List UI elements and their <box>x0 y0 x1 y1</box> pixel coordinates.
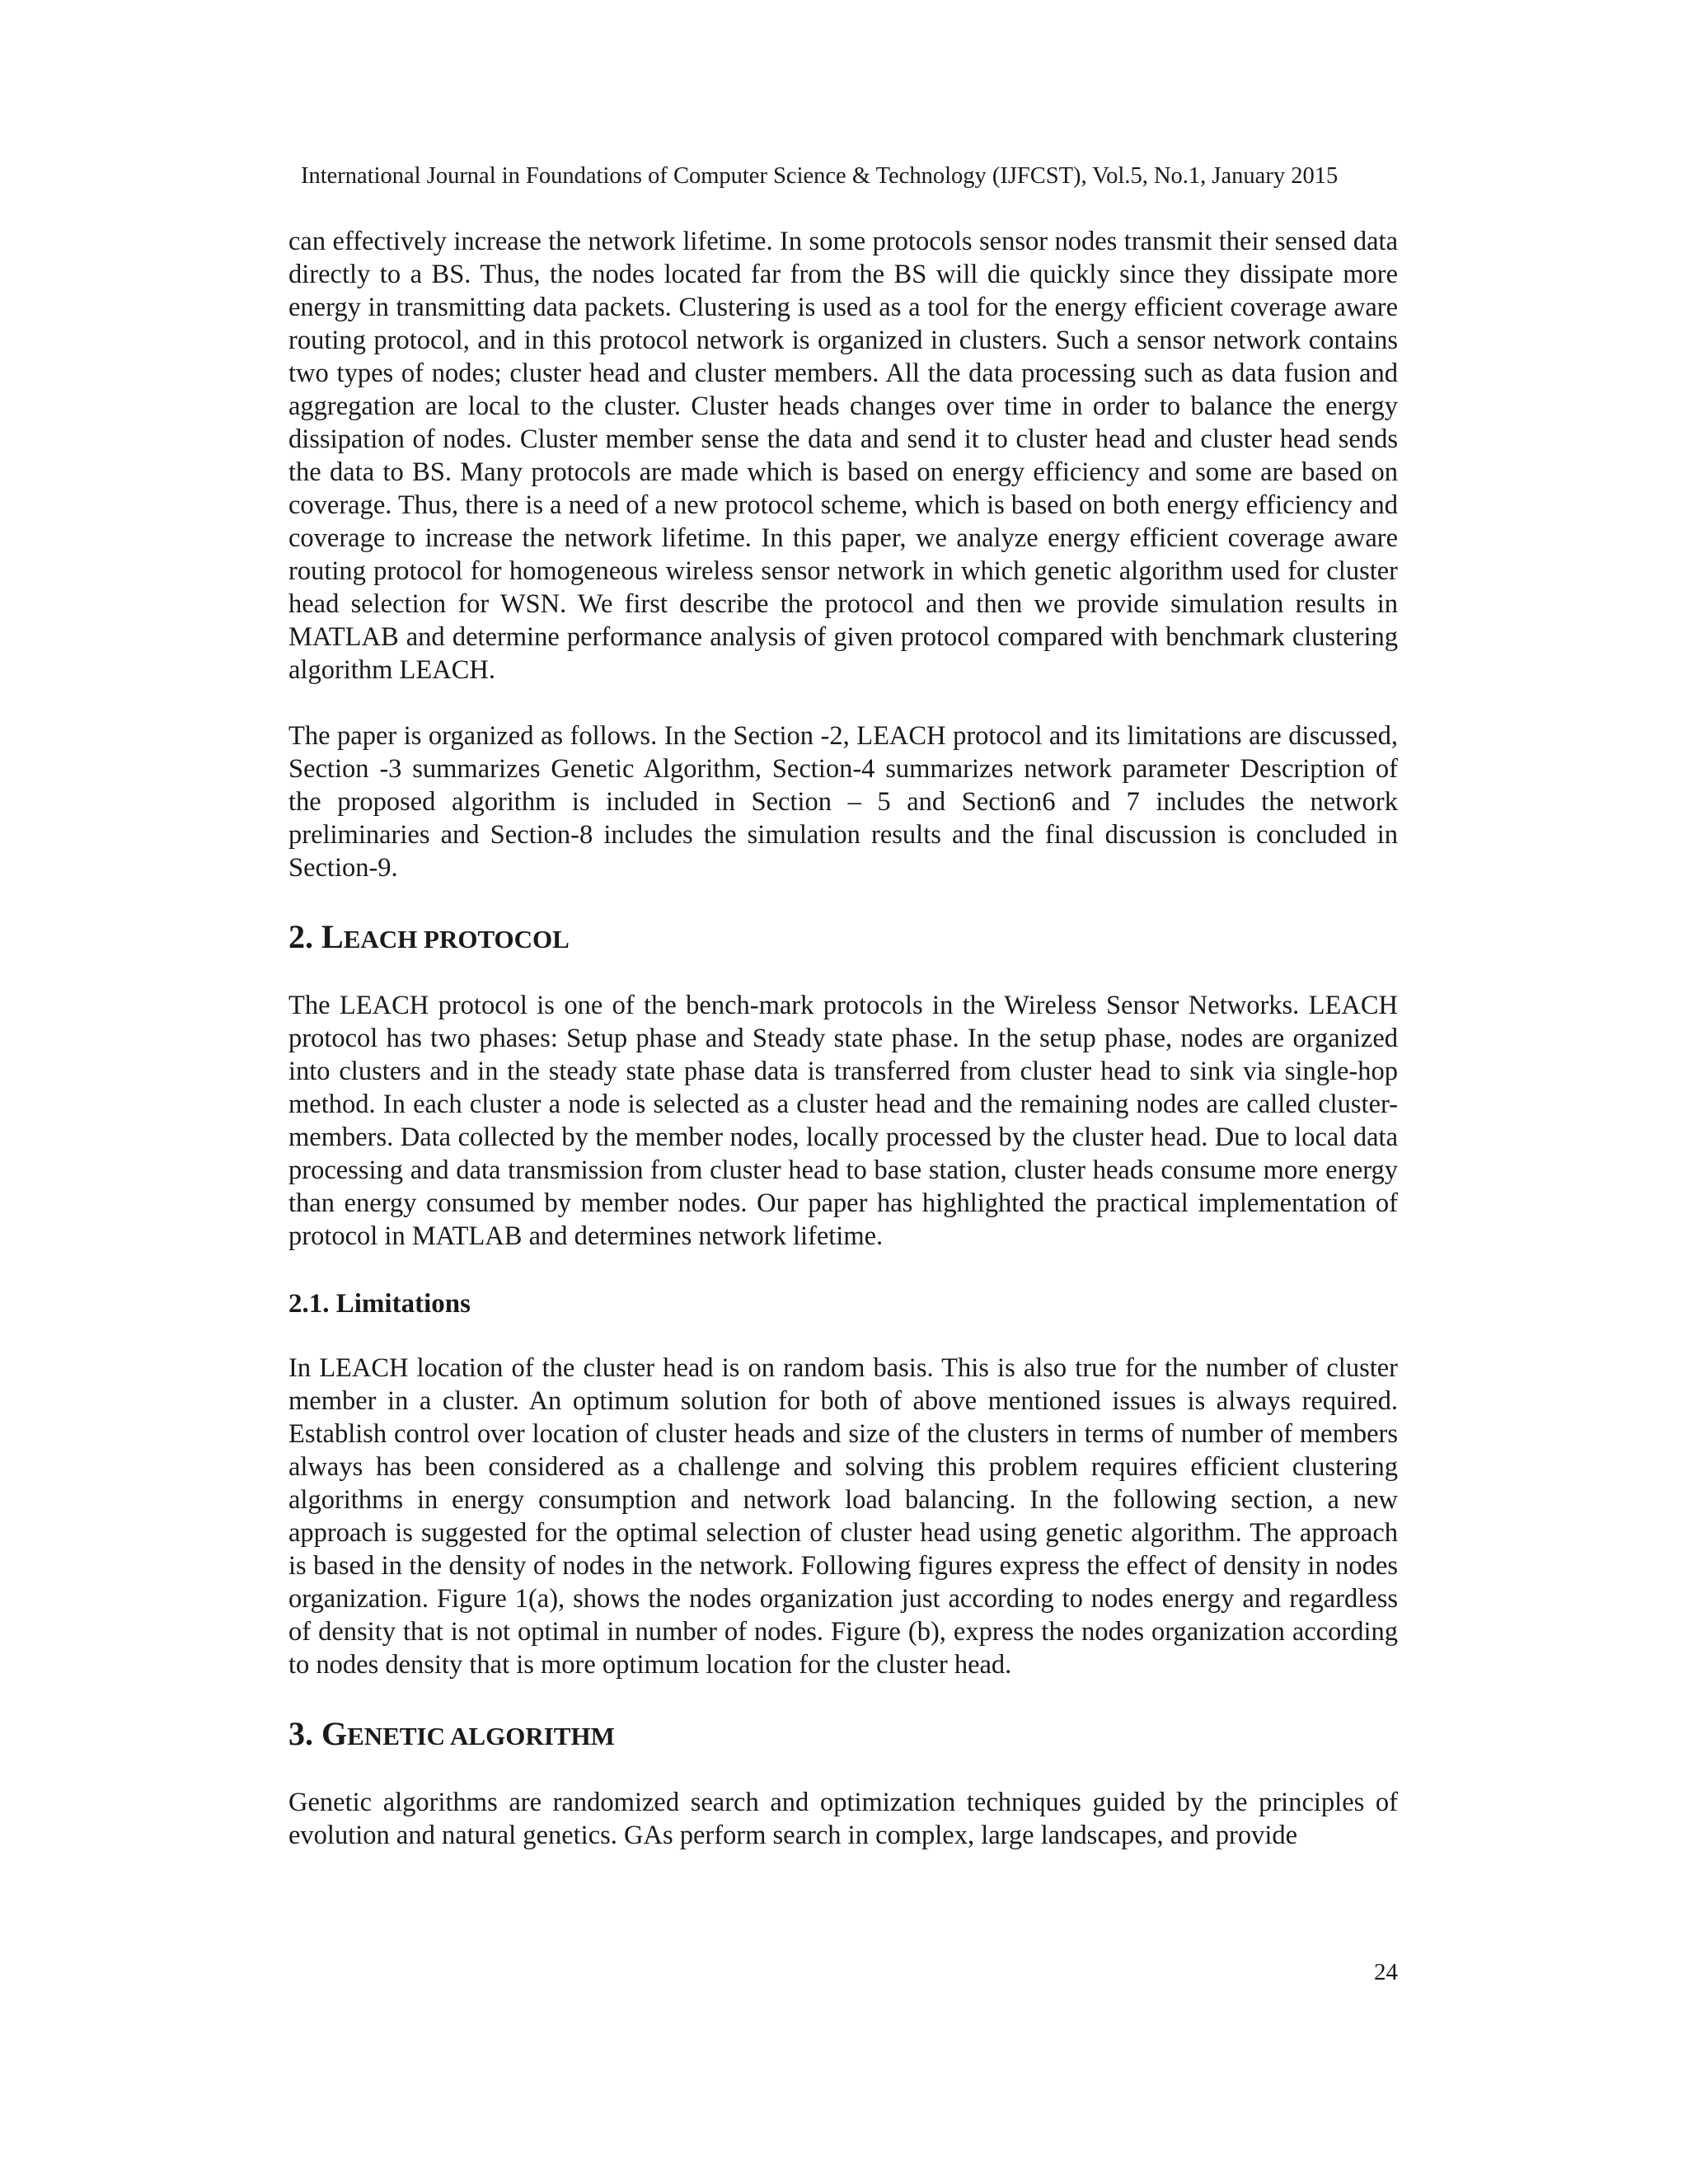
section-heading-leach <box>288 919 1398 958</box>
subsection-heading-limitations: 2.1. Limitations <box>288 1289 471 1319</box>
paragraph-genetic: Genetic algorithms are randomized search and optimization techniques guided by the principles of evolution and natural genetics. GAs perform search in complex, large landscapes, and provide <box>288 1788 1398 1850</box>
paragraph-intro-continued: can effectively increase the network lifetime. In some protocols sensor nodes transmit their sensed data directly to a BS. Thus, the nodes located far from the BS will die quickly since they dissipate more energy in transmitting data packets. Clustering is used as a tool for the energy efficient coverage aware routing protocol, and in this protocol network is organized in clusters. Such a sensor network contains two types of nodes; cluster head and cluster members. All the data processing such as data fusion and aggregation are local to the cluster. Cluster heads changes over time in order to balance the energy dissipation of nodes. Cluster member sense the data and send it to cluster head and cluster head sends the data to BS. Many protocols are made which is based on energy efficiency and some are based on coverage. Thus, there is a need of a new protocol scheme, which is based on both energy efficiency and coverage to increase the network lifetime. In this paper, we analyze energy efficient coverage aware routing protocol for homogeneous wireless sensor network in which genetic algorithm used for cluster head selection for WSN. We first describe the protocol and then we provide simulation results in MATLAB and determine performance analysis of given protocol compared with benchmark clustering algorithm LEACH. <box>288 227 1398 685</box>
section-title-rest: ENETIC ALGORITHM <box>347 1722 615 1750</box>
spacer <box>288 958 1398 989</box>
spacer <box>288 1755 1398 1786</box>
section-number: 2. <box>288 918 321 955</box>
page-body <box>288 225 1398 1852</box>
section-heading-genetic <box>288 1716 1398 1755</box>
spacer <box>288 1253 1398 1287</box>
section-title-initial: G <box>321 1715 348 1752</box>
section-title-initial: L <box>321 918 344 955</box>
paragraph-leach: The LEACH protocol is one of the bench-mark protocols in the Wireless Sensor Networks. LEACH protocol has two phases: Setup phase and Steady state phase. In the setup phase, nodes are organized into clusters and in the steady state phase data is transferred from cluster head to sink via single-hop method. In each cluster a node is selected as a cluster head and the remaining nodes are called cluster-members. Data collected by the member nodes, locally processed by the cluster head. Due to local data processing and data transmission from cluster head to base station, cluster heads consume more energy than energy consumed by member nodes. Our paper has highlighted the practical implementation of protocol in MATLAB and determines network lifetime. <box>288 991 1398 1251</box>
spacer <box>288 884 1398 919</box>
paragraph-limitations: In LEACH location of the cluster head is on random basis. This is also true for the number of cluster member in a cluster. An optimum solution for both of above mentioned issues is always required. Establish control over location of cluster heads and size of the clusters in terms of number of members always has been considered as a challenge and solving this problem requires efficient clustering algorithms in energy consumption and network load balancing. In the following section, a new approach is suggested for the optimal selection of cluster head using genetic algorithm. The approach is based in the density of nodes in the network. Following figures express the effect of density in nodes organization. Figure 1(a), shows the nodes organization just according to nodes energy and regardless of density that is not optimal in number of nodes. Figure (b), express the nodes organization according to nodes density that is more optimum location for the cluster head. <box>288 1353 1398 1680</box>
running-header: International Journal in Foundations of Computer Science & Technology (IJFCST), Vol.5, No.1, January 2015 <box>301 163 1339 189</box>
section-title-rest: EACH PROTOCOL <box>343 925 570 954</box>
spacer <box>288 1320 1398 1352</box>
paragraph-organization: The paper is organized as follows. In the Section -2, LEACH protocol and its limitations are discussed, Section -3 summarizes Genetic Algorithm, Section-4 summarizes network parameter Description of the proposed algorithm is included in Section – 5 and Section6 and 7 includes the network preliminaries and Section-8 includes the simulation results and the final discussion is concluded in Section-9. <box>288 721 1398 883</box>
spacer <box>288 1681 1398 1716</box>
spacer <box>288 687 1398 719</box>
section-number: 3. <box>288 1715 321 1752</box>
page-number: 24 <box>1374 1959 1398 1985</box>
